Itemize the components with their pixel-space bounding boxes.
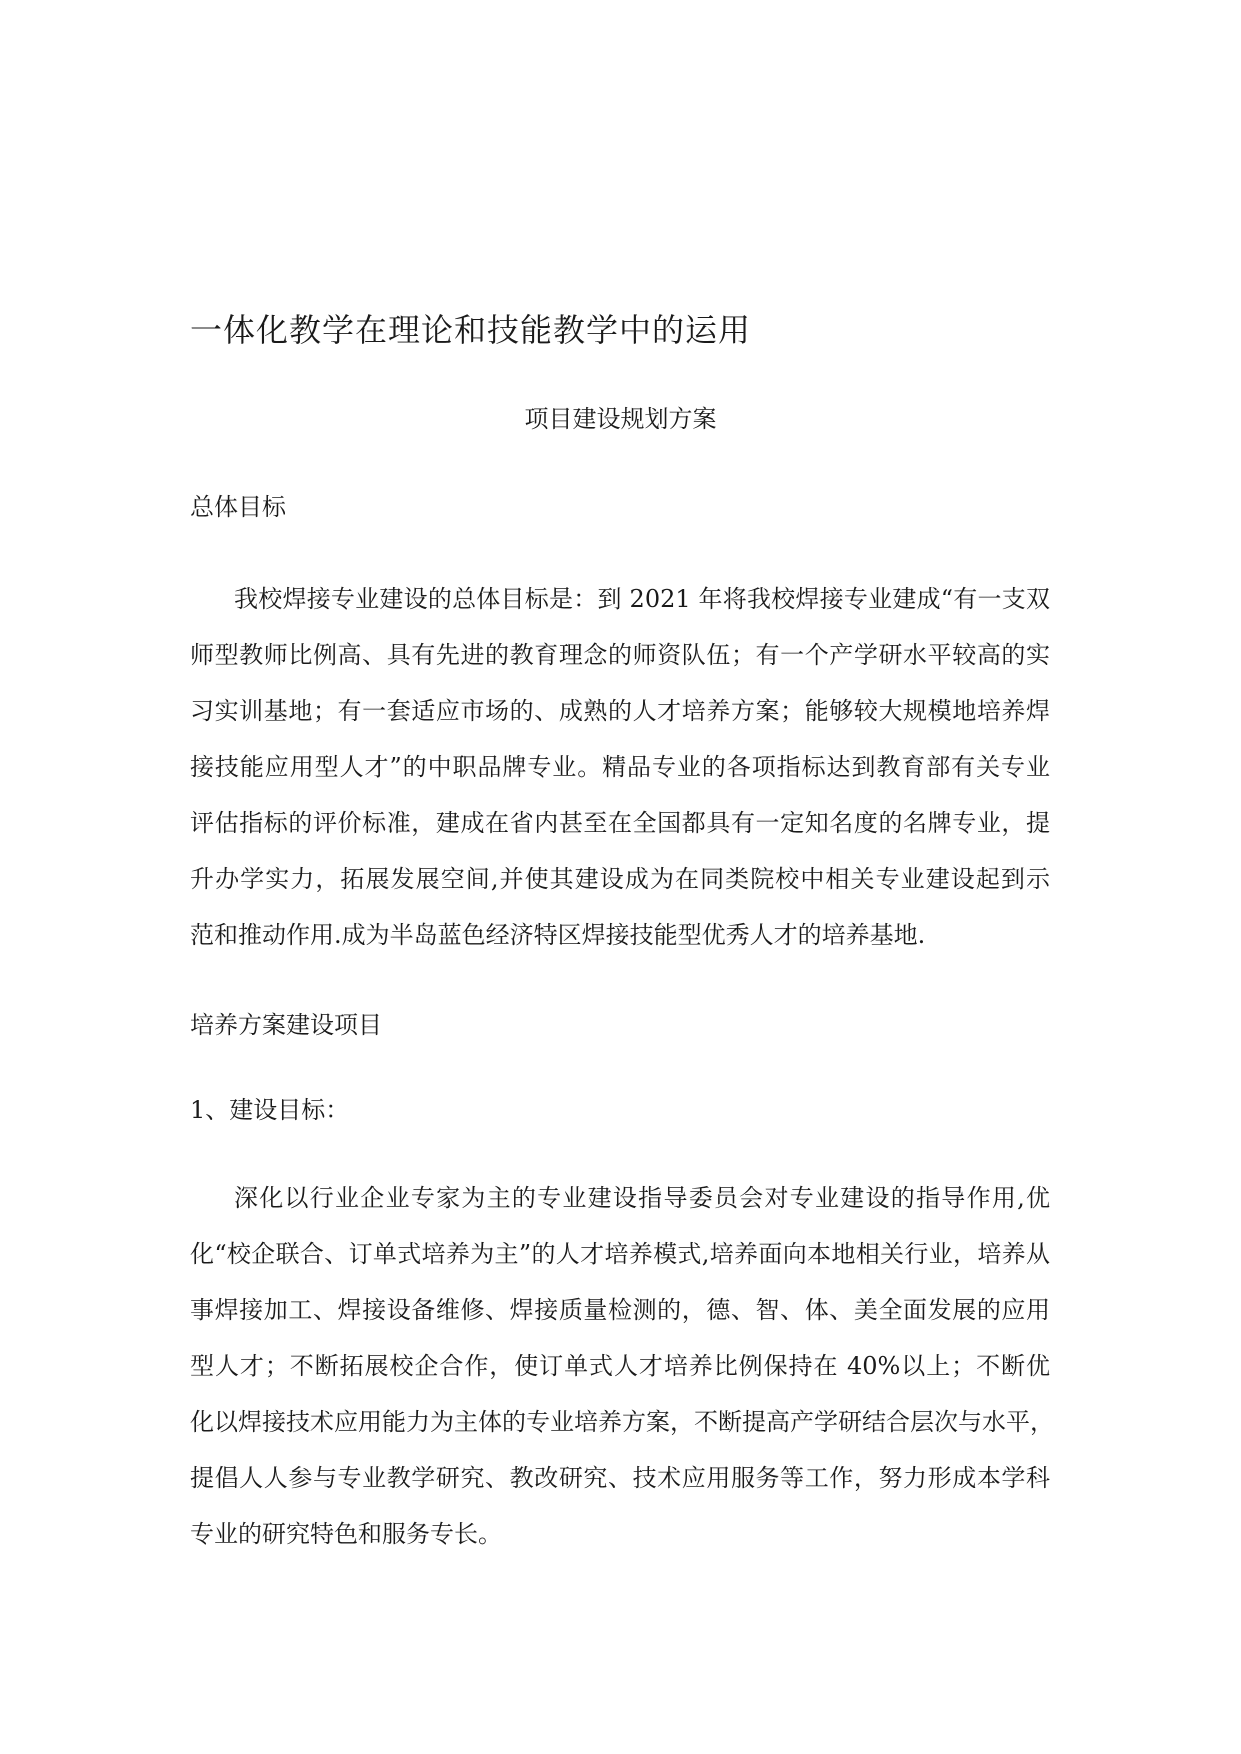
paragraph-line: 升办学实力，拓展发展空间,并使其建设成为在同类院校中相关专业建设起到示 [190, 865, 1050, 893]
paragraph-line: 深化以行业企业专家为主的专业建设指导委员会对专业建设的指导作用,优 [234, 1184, 1050, 1212]
paragraph-line: 师型教师比例高、具有先进的教育理念的师资队伍；有一个产学研水平较高的实 [190, 641, 1050, 669]
paragraph-line: 习实训基地；有一套适应市场的、成熟的人才培养方案；能够较大规模地培养焊 [190, 697, 1050, 725]
paragraph-line: 化“校企联合、订单式培养为主”的人才培养模式,培养面向本地相关行业，培养从 [190, 1240, 1050, 1268]
document-title: 一体化教学在理论和技能教学中的运用 [190, 311, 752, 349]
paragraph-line: 化以焊接技术应用能力为主体的专业培养方案，不断提高产学研结合层次与水平， [190, 1408, 1054, 1436]
construction-goal-paragraph [190, 1180, 1054, 1572]
paragraph-line: 事焊接加工、焊接设备维修、焊接质量检测的，德、智、体、美全面发展的应用 [190, 1296, 1050, 1324]
document-subtitle: 项目建设规划方案 [524, 405, 717, 433]
overall-goal-paragraph [190, 581, 1050, 973]
paragraph-line: 接技能应用型人才”的中职品牌专业。精品专业的各项指标达到教育部有关专业 [190, 753, 1050, 781]
paragraph-line: 专业的研究特色和服务专长。 [190, 1520, 502, 1548]
section-heading-training-plan: 培养方案建设项目 [190, 1011, 382, 1039]
paragraph-line: 型人才；不断拓展校企合作，使订单式人才培养比例保持在 40%以上；不断优 [190, 1352, 1050, 1380]
paragraph-line: 评估指标的评价标准，建成在省内甚至在全国都具有一定知名度的名牌专业，提 [190, 809, 1050, 837]
paragraph-line: 提倡人人参与专业教学研究、教改研究、技术应用服务等工作，努力形成本学科 [190, 1464, 1050, 1492]
paragraph-line: 我校焊接专业建设的总体目标是：到 2021 年将我校焊接专业建成“有一支双 [234, 585, 1050, 613]
section-heading-overall-goal: 总体目标 [190, 493, 286, 521]
subsection-heading-construction-goal: 1、建设目标： [190, 1096, 350, 1124]
paragraph-line: 范和推动作用.成为半岛蓝色经济特区焊接技能型优秀人才的培养基地. [190, 921, 926, 949]
